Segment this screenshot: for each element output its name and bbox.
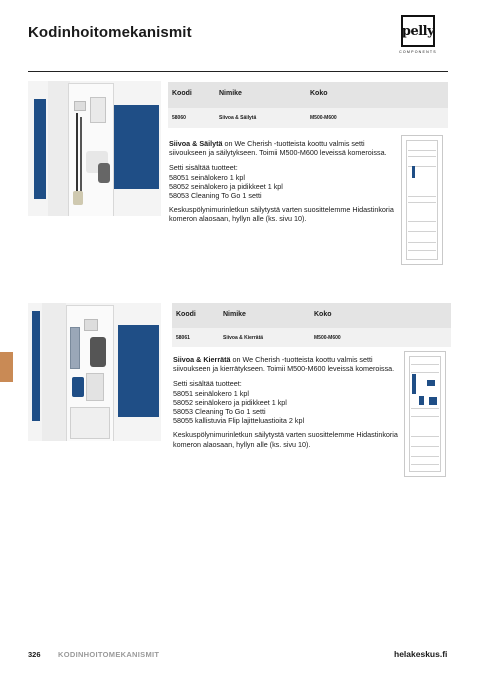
product-name: Siivoa & Kierrätä: [173, 355, 231, 364]
contents-title: Setti sisältää tuotteet:: [169, 163, 238, 173]
table-cell-code: 58061: [176, 335, 190, 341]
contents-item: 58051 seinälokero 1 kpl: [169, 172, 245, 182]
table-cell-code: 58060: [172, 115, 186, 121]
product-note: Keskuspölynimurinletkun säilytystä varten suosittelemme Hidastinkoria komeron alaosaan, hyllyn alle (ks. sivu 10).: [169, 205, 394, 224]
logo-wordmark: pelly: [401, 23, 435, 39]
product-name: Siivoa & Säilytä: [169, 139, 223, 148]
table-header-name: Nimike: [223, 311, 246, 318]
product-description-1: [169, 139, 394, 230]
table-cell-name: Siivoa & Kierrätä: [223, 335, 264, 341]
contents-title: Setti sisältää tuotteet:: [173, 379, 242, 389]
product-photo-1: [28, 81, 161, 216]
table-header-code: Koodi: [172, 90, 192, 97]
pelly-logo: [398, 15, 438, 55]
footer-site-link[interactable]: helakeskus.fi: [394, 649, 448, 659]
product-description-2: [173, 355, 398, 455]
cabinet-diagram-2: [404, 351, 446, 477]
table-header-name: Nimike: [219, 90, 242, 97]
cabinet-diagram-1: [401, 135, 443, 265]
table-cell-name: Siivoa & Säilytä: [219, 115, 257, 121]
product-table-row-1: [168, 108, 448, 128]
logo-subtitle: COMPONENTS: [399, 50, 437, 54]
product-note: Keskuspölynimurinletkun säilytystä varten suosittelemme Hidastinkoria komeron alaosaan, hyllyn alle (ks. sivu 10).: [173, 430, 398, 449]
page-number: 326: [28, 650, 41, 659]
contents-item: 58053 Cleaning To Go 1 setti: [173, 407, 266, 417]
footer-section-title: KODINHOITOMEKANISMIT: [58, 650, 160, 659]
page-title: Kodinhoitomekanismit: [28, 24, 192, 41]
contents-item: 58055 kallistuvia Flip lajitteluastioita 2 kpl: [173, 416, 305, 426]
header-rule: [28, 71, 448, 72]
table-header-size: Koko: [310, 90, 328, 97]
table-header-code: Koodi: [176, 311, 196, 318]
table-cell-size: M500-M600: [310, 115, 337, 121]
table-cell-size: M500-M600: [314, 335, 341, 341]
section-side-tab: [0, 352, 13, 382]
product-table-header-1: [168, 82, 448, 108]
contents-item: 58051 seinälokero 1 kpl: [173, 388, 249, 398]
contents-item: 58052 seinälokero ja pidikkeet 1 kpl: [169, 181, 283, 191]
contents-item: 58052 seinälokero ja pidikkeet 1 kpl: [173, 397, 287, 407]
contents-item: 58053 Cleaning To Go 1 setti: [169, 191, 262, 201]
product-photo-2: [28, 303, 161, 441]
table-header-size: Koko: [314, 311, 332, 318]
product-table-header-2: [172, 303, 451, 328]
product-intro: on We Cherish -tuotteista koottu valmis setti siivoukseen ja säilytykseen. Toimii M500-M600 leveissä komeroissa.: [169, 139, 387, 158]
product-table-row-2: [172, 328, 451, 347]
product-intro: on We Cherish -tuotteista koottu valmis setti siivoukseen ja kierrätykseen. Toimii M500-M600 leveissä komeroissa.: [173, 355, 395, 374]
